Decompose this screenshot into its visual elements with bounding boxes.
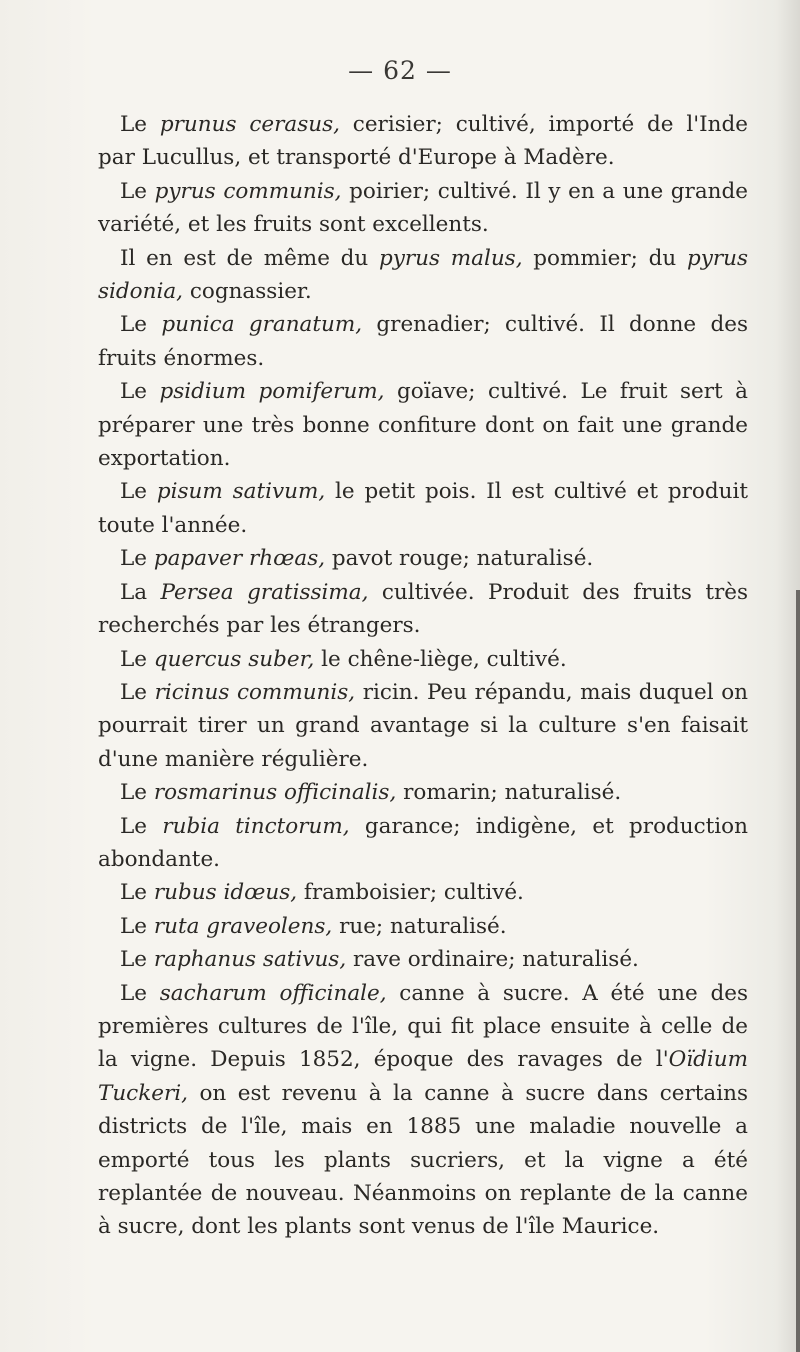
paragraph-pyrus-communis: Le pyrus communis, poirier; cultivé. Il y en a une grande variété, et les fruits sont excellents. <box>98 178 748 238</box>
species-name: ricinus communis, <box>154 679 356 705</box>
species-name: Oïdium Tuckeri, <box>98 1047 748 1106</box>
paragraph-ruta: Le ruta graveolens, rue; naturalisé. <box>120 913 507 939</box>
species-name: pisum sativum, <box>156 479 326 505</box>
species-name: sacharum officinale, <box>159 980 387 1006</box>
species-name: rubus idœus, <box>153 880 298 906</box>
species-name: pyrus communis, <box>154 178 342 204</box>
species-name: rubia tinctorum, <box>162 813 350 839</box>
text-body <box>98 108 748 1244</box>
paragraph-papaver: Le papaver rhœas, pavot rouge; naturalisé. <box>120 546 594 572</box>
paragraph-ricinus: Le ricinus communis, ricin. Peu répandu, mais duquel on pourrait tirer un grand avantage si la culture s'en faisait d'une manière régulière. <box>98 679 748 772</box>
paragraph-rubus: Le rubus idœus, framboisier; cultivé. <box>120 880 524 906</box>
paragraph-psidium: Le psidium pomiferum, goïave; cultivé. Le fruit sert à préparer une très bonne confiture dont on fait une grande exportation. <box>98 379 748 472</box>
paragraph-pyrus-malus: Il en est de même du pyrus malus, pommier; du pyrus sidonia, cognassier. <box>98 245 749 305</box>
species-name: rosmarinus officinalis, <box>153 780 397 806</box>
species-name: papaver rhœas, <box>153 546 326 572</box>
paragraph-pisum: Le pisum sativum, le petit pois. Il est cultivé et produit toute l'année. <box>98 479 748 538</box>
species-name: quercus suber, <box>153 646 315 672</box>
paragraph-quercus: Le quercus suber, le chêne-liège, cultivé. <box>120 646 567 672</box>
paragraph-persea: La Persea gratissima, cultivée. Produit des fruits très recherchés par les étrangers. <box>98 579 748 639</box>
species-name: Persea gratissima, <box>160 579 369 605</box>
species-name: psidium pomiferum, <box>159 379 385 405</box>
species-name: pyrus malus, <box>378 245 523 271</box>
paragraph-raphanus: Le raphanus sativus, rave ordinaire; naturalisé. <box>120 947 639 973</box>
species-name: pyrus sidonia, <box>98 245 749 305</box>
page-edge-shadow <box>796 590 800 1352</box>
species-name: prunus cerasus, <box>159 112 340 137</box>
species-name: ruta graveolens, <box>153 913 333 939</box>
species-name: punica granatum, <box>161 312 363 338</box>
paragraph-prunus: Le prunus cerasus, cerisier; cultivé, importé de l'Inde par Lucullus, et transporté d'Europe à Madère. <box>98 112 748 171</box>
paragraph-rosmarinus: Le rosmarinus officinalis, romarin; naturalisé. <box>120 780 622 806</box>
page-number: — 62 — <box>348 56 452 85</box>
paragraph-rubia: Le rubia tinctorum, garance; indigène, et production abondante. <box>98 813 748 872</box>
paragraph-sacharum: Le sacharum officinale, canne à sucre. A été une des premières cultures de l'île, qui fit place ensuite à celle de la vigne. Depuis 1852, époque des ravages de l'Oïdium Tuckeri, on est revenu à la canne à sucre dans certains districts de l'île, mais en 1885 une maladie nouvelle a emporté tous les plants sucriers, et la vigne a été replantée de nouveau. Néanmoins on replante de la canne à sucre, dont les plants sont venus de l'île Maurice. <box>98 980 748 1240</box>
paragraph-punica: Le punica granatum, grenadier; cultivé. Il donne des fruits énormes. <box>98 312 748 371</box>
species-name: raphanus sativus, <box>153 947 347 973</box>
